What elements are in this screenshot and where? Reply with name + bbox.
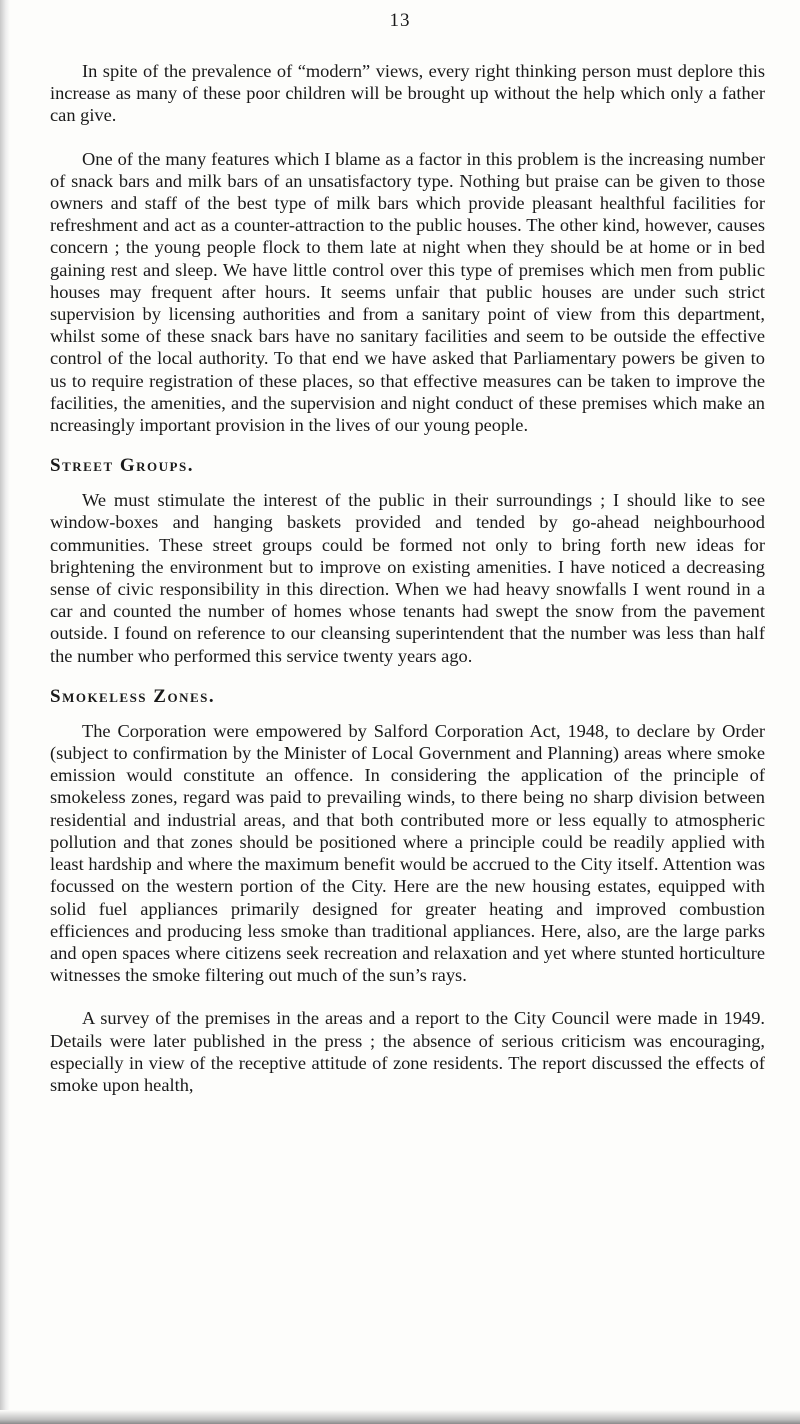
section-heading-street-groups: Street Groups. <box>50 455 194 477</box>
paragraph-street-groups: We must stimulate the interest of the public in their surroundings ; I should like to see window-boxes and hanging baskets provided and tended by go-ahead neighbourhood communities. These street groups could be formed not only to bring forth new ideas for brightening the environment but to improve on existing amenities. I have noticed a decreasing sense of civic responsibility in this direction. When we had heavy snowfalls I went round in a car and counted the number of homes whose tenants had swept the snow from the pavement outside. I found on reference to our cleansing superintendent that the number was less than half the number who performed this service twenty years ago. <box>50 490 765 666</box>
section-heading-smokeless-zones: Smokeless Zones. <box>50 685 216 707</box>
page-bottom-shadow <box>0 1410 800 1424</box>
page-body <box>50 60 765 1096</box>
page-binding-shadow <box>0 0 10 1424</box>
paragraph-snack-bars: One of the many features which I blame as a factor in this problem is the increasing number of snack bars and milk bars of an unsatisfactory type. Nothing but praise can be given to those owners and staff of the best type of milk bars which provide pleasant healthful facilities for refreshment and act as a counter-attraction to the public houses. The other kind, however, causes concern ; the young people flock to them late at night when they should be at home or in bed gaining rest and sleep. We have little control over this type of premises which men from public houses may frequent after hours. It seems unfair that public houses are under such strict supervision by licensing authorities and from a sanitary point of view from this department, whilst some of these snack bars have no sanitary facilities and seem to be outside the effective control of the local authority. To that end we have asked that Parliamentary powers be given to us to require registration of these places, so that effective measures can be taken to improve the facilities, the amenities, and the supervision and night conduct of these premises which make an ncreasingly important provision in the lives of our young people. <box>50 148 765 436</box>
paragraph-smokeless-zones: The Corporation were empowered by Salford Corporation Act, 1948, to declare by Order (subject to confirmation by the Minister of Local Government and Planning) areas where smoke emission would constitute an offence. In considering the application of the principle of smokeless zones, regard was paid to prevailing winds, to there being no sharp division between residential and industrial areas, and that both contributed more or less equally to atmospheric pollution and that zones should be positioned where a principle could be readily applied with least hardship and where the maximum benefit would be accrued to the City itself. Attention was focussed on the western portion of the City. Here are the new housing estates, equipped with solid fuel appliances primarily designed for greater heating and improved combustion efficiences and producing less smoke than traditional appliances. Here, also, are the large parks and open spaces where citizens seek recreation and relaxation and yet where stunted horticulture witnesses the smoke filtering out much of the sun’s rays. <box>50 720 765 986</box>
paragraph-modern-views: In spite of the prevalence of “modern” views, every right thinking person must deplore this increase as many of these poor children will be brought up without the help which only a father can give. <box>50 61 765 126</box>
paragraph-survey: A survey of the premises in the areas and a report to the City Council were made in 1949. Details were later published in the press ; the absence of serious criticism was encouraging, especially in view of the receptive attitude of zone residents. The report discussed the effects of smoke upon health, <box>50 1008 765 1095</box>
page-number: 13 <box>389 10 411 31</box>
